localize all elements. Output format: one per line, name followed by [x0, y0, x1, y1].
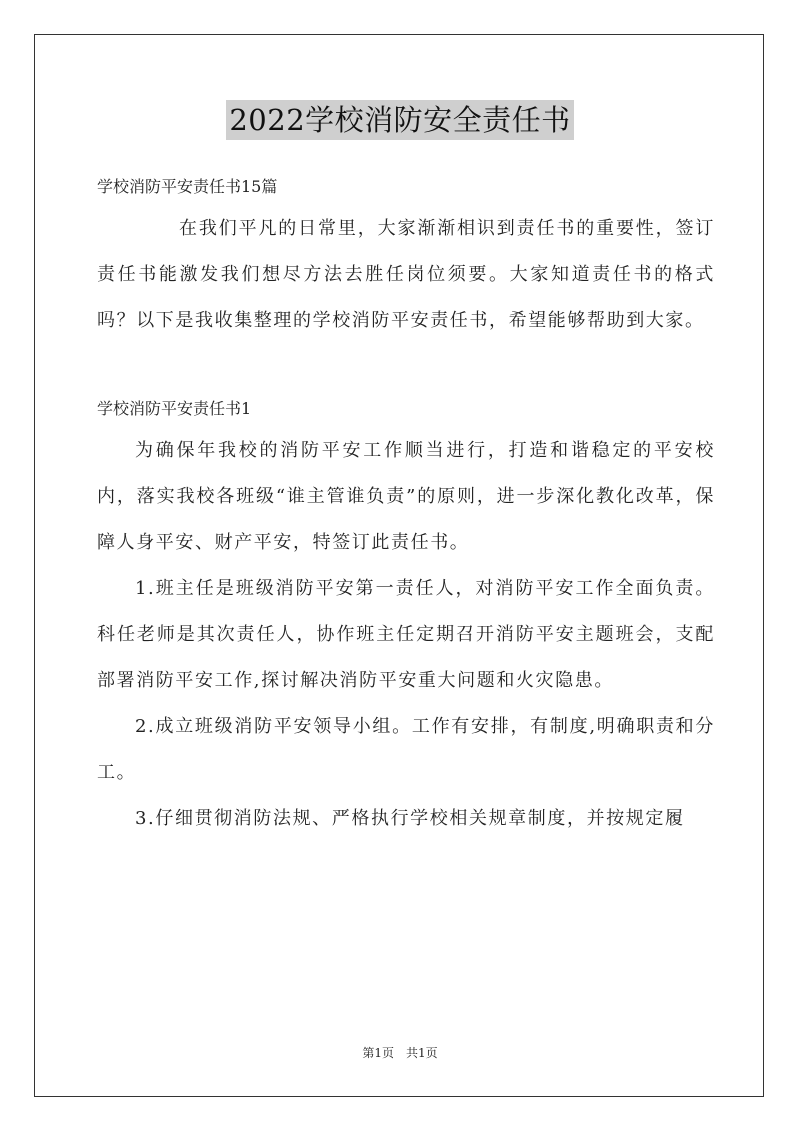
section-heading: 学校消防平安责任书1: [97, 399, 252, 418]
intro-paragraph: 在我们平凡的日常里，大家渐渐相识到责任书的重要性，签订责任书能激发我们想尽方法去胜任岗位须要。大家知道责任书的格式吗？以下是我收集整理的学校消防平安责任书，希望能够帮助到大家。: [97, 218, 715, 331]
body-paragraph: 1.班主任是班级消防平安第一责任人，对消防平安工作全面负责。科任老师是其次责任人，协作班主任定期召开消防平安主题班会，支配部署消防平安工作,探讨解决消防平安重大问题和火灾隐患。: [97, 578, 715, 691]
page-footer: 第1页 共1页: [362, 1046, 438, 1060]
title-container: [0, 100, 800, 140]
body-paragraph: 2.成立班级消防平安领导小组。工作有安排，有制度,明确职责和分工。: [97, 716, 715, 783]
document-title: 2022学校消防安全责任书: [226, 100, 573, 140]
document-body: [97, 168, 715, 842]
body-paragraph: 为确保年我校的消防平安工作顺当进行，打造和谐稳定的平安校内，落实我校各班级“谁主管谁负责”的原则，进一步深化教化改革，保障人身平安、财产平安，特签订此责任书。: [97, 440, 715, 553]
body-paragraph: 3.仔细贯彻消防法规、严格执行学校相关规章制度，并按规定履: [135, 808, 685, 829]
spacer: [97, 344, 715, 390]
document-subtitle: 学校消防平安责任书15篇: [97, 177, 278, 196]
